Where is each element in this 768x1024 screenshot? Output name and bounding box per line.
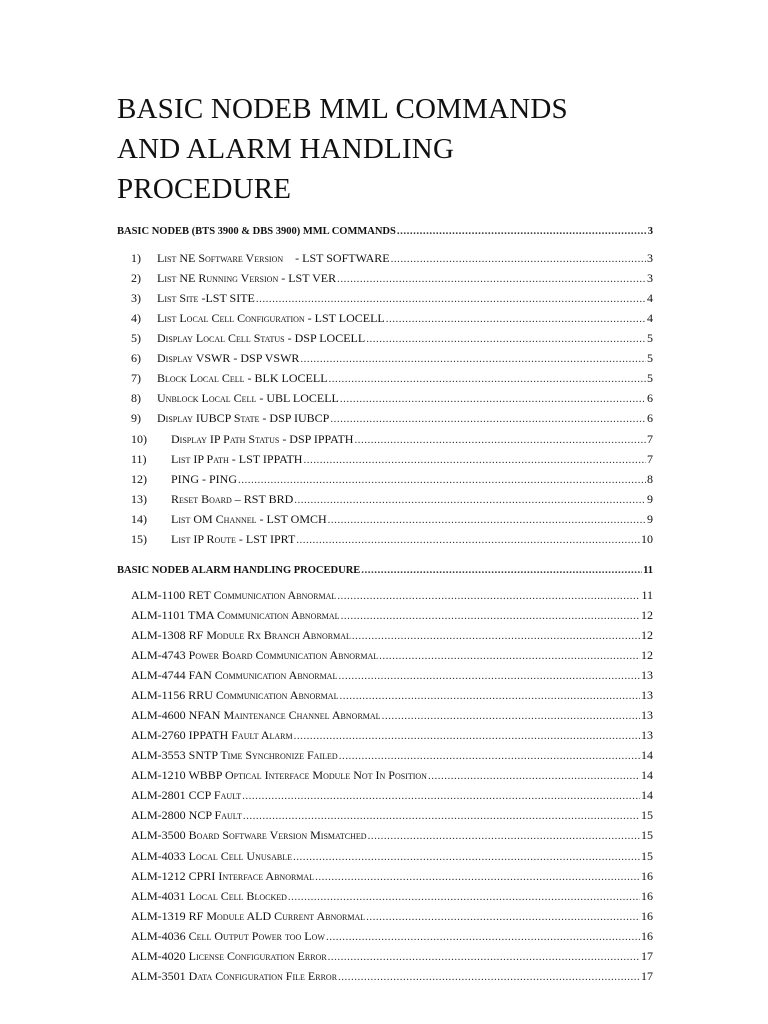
toc-entry-number: 5) [131, 331, 141, 345]
toc-leader [352, 627, 640, 639]
toc-page-number: 4 [647, 291, 653, 305]
toc-entry[interactable] [131, 787, 653, 807]
toc-page-number: 17 [641, 949, 653, 963]
toc-entry-number: 4) [131, 311, 141, 325]
toc-entry-title: ALM-2801 CCP Fault [131, 788, 242, 802]
toc-page-number: 9 [647, 492, 653, 506]
toc-leader [330, 410, 646, 422]
toc-entry-title: ALM-1319 RF Module ALD Current Abnormal [131, 909, 366, 923]
toc-leader [294, 727, 640, 739]
toc-entry[interactable] [131, 431, 653, 451]
toc-entry-title: ALM-3501 Data Configuration File Error [131, 969, 338, 983]
toc-page-number: 14 [641, 748, 653, 762]
toc-entry[interactable] [131, 250, 653, 270]
toc-section-mml-commands[interactable] [117, 222, 653, 242]
toc-entry[interactable] [131, 848, 653, 868]
toc-leader [256, 290, 646, 302]
toc-entry-title: List IP Route - LST IPRT [171, 532, 296, 546]
toc-entry-title: Display IUBCP State - DSP IUBCP [157, 411, 330, 425]
toc-leader [337, 270, 646, 282]
title-line-1: BASIC NODEB MML COMMANDS [117, 93, 568, 125]
toc-entry-title: ALM-1156 RRU Communication Abnormal [131, 688, 339, 702]
toc-page-number: 15 [641, 828, 653, 842]
toc-section-heading: BASIC NODEB (BTS 3900 & DBS 3900) MML COMMANDS [117, 226, 396, 237]
toc-entry[interactable] [131, 968, 653, 988]
toc-entry-number: 14) [131, 512, 147, 526]
toc-entry-title: Display IP Path Status - DSP IPPATH [171, 432, 354, 446]
toc-leader [366, 330, 646, 342]
toc-leader [288, 888, 640, 900]
toc-section-alarm-handling[interactable] [117, 561, 653, 581]
toc-entry[interactable] [131, 627, 653, 647]
toc-entry[interactable] [131, 647, 653, 667]
toc-entry-title: Display Local Cell Status - DSP LOCELL [157, 331, 366, 345]
toc-entry[interactable] [131, 370, 653, 390]
toc-entry-title: PING - PING [171, 472, 237, 486]
toc-entry[interactable] [131, 667, 653, 687]
toc-leader [328, 948, 640, 960]
toc-leader [243, 807, 640, 819]
title-line-3: PROCEDURE [117, 173, 292, 205]
toc-entry[interactable] [131, 908, 653, 928]
toc-page-number: 5 [647, 351, 653, 365]
toc-entry-title: ALM-1100 RET Communication Abnormal [131, 588, 337, 602]
toc-entry-title: Reset Board – RST BRD [171, 492, 294, 506]
toc-entry[interactable] [131, 807, 653, 827]
toc-leader [238, 471, 646, 483]
toc-page-number: 13 [641, 728, 653, 742]
toc-leader [368, 827, 640, 839]
toc-entry-title: List NE Software Version - LST SOFTWARE [157, 251, 390, 265]
toc-leader [338, 968, 640, 980]
toc-page-number: 14 [641, 768, 653, 782]
toc-entry-title: ALM-4743 Power Board Communication Abnormal [131, 648, 379, 662]
toc-entry[interactable] [131, 310, 653, 330]
toc-page-number: 15 [641, 808, 653, 822]
toc-entry-number: 3) [131, 291, 141, 305]
toc-page-number: 11 [641, 588, 653, 602]
toc-leader [293, 848, 640, 860]
toc-entry-title: Block Local Cell - BLK LOCELL [157, 371, 328, 385]
toc-entry[interactable] [131, 471, 653, 491]
toc-entry[interactable] [131, 491, 653, 511]
toc-entry-title: ALM-3553 SNTP Time Synchronize Failed [131, 748, 338, 762]
toc-page-number: 5 [647, 371, 653, 385]
toc-leader [382, 707, 640, 719]
toc-page-number: 14 [641, 788, 653, 802]
toc-leader [366, 908, 640, 920]
toc-entry[interactable] [131, 948, 653, 968]
toc-entry-title: List IP Path - LST IPPATH [171, 452, 303, 466]
toc-leader [338, 667, 640, 679]
toc-entry[interactable] [131, 410, 653, 430]
toc-leader [361, 561, 642, 573]
toc-leader [337, 587, 640, 599]
toc-entry-number: 6) [131, 351, 141, 365]
toc-entry-title: ALM-1308 RF Module Rx Branch Abnormal [131, 628, 351, 642]
toc-entry-number: 9) [131, 411, 141, 425]
toc-leader [397, 222, 647, 234]
toc-leader [294, 491, 646, 503]
toc-page-number: 7 [647, 432, 653, 446]
toc-page-number: 6 [647, 411, 653, 425]
toc-entry-number: 11) [131, 452, 147, 466]
toc-page-number: 13 [641, 688, 653, 702]
toc-page-number: 17 [641, 969, 653, 983]
toc-page-number: 10 [641, 532, 653, 546]
toc-entry-title: ALM-2800 NCP Fault [131, 808, 242, 822]
toc-leader [300, 350, 646, 362]
toc-entry[interactable] [131, 390, 653, 410]
toc-entry-title: ALM-2760 IPPATH Fault Alarm [131, 728, 293, 742]
toc-page-number: 16 [641, 909, 653, 923]
toc-page-number: 3 [647, 226, 653, 237]
title-line-2: AND ALARM HANDLING [117, 133, 455, 165]
toc-leader [329, 370, 646, 382]
toc-entry-title: ALM-1210 WBBP Optical Interface Module Not In Position [131, 768, 427, 782]
toc-entry-title: List Local Cell Configuration - LST LOCELL [157, 311, 385, 325]
toc-entry-number: 1) [131, 251, 141, 265]
toc-leader [391, 250, 646, 262]
toc-entry-title: ALM-1212 CPRI Interface Abnormal [131, 869, 315, 883]
toc-entry[interactable] [131, 707, 653, 727]
toc-entry[interactable] [131, 747, 653, 767]
toc-leader [315, 868, 640, 880]
toc-leader [354, 431, 646, 443]
toc-page-number: 6 [647, 391, 653, 405]
toc-entry[interactable] [131, 451, 653, 471]
toc-entry-number: 7) [131, 371, 141, 385]
toc-entry[interactable] [131, 350, 653, 370]
toc-entry-title: ALM-4036 Cell Output Power too Low [131, 929, 325, 943]
toc-entry[interactable] [131, 587, 653, 607]
toc-entry[interactable] [131, 888, 653, 908]
toc-entry[interactable] [131, 767, 653, 787]
toc-entry-number: 10) [131, 432, 147, 446]
toc-entry[interactable] [131, 290, 653, 310]
toc-entry-number: 2) [131, 271, 141, 285]
toc-page-number: 13 [641, 668, 653, 682]
toc-entry-number: 12) [131, 472, 147, 486]
toc-leader [341, 607, 640, 619]
toc-page-number: 3 [647, 271, 653, 285]
toc-page-number: 12 [641, 608, 653, 622]
toc-page-number: 8 [647, 472, 653, 486]
toc-leader [328, 511, 646, 523]
toc-page-number: 13 [641, 708, 653, 722]
toc-entry[interactable] [131, 531, 653, 551]
toc-entry[interactable] [131, 868, 653, 888]
toc-entry[interactable] [131, 511, 653, 531]
toc-leader [339, 747, 640, 759]
toc-entry[interactable] [131, 330, 653, 350]
toc-page-number: 15 [641, 849, 653, 863]
toc-entry-title: List NE Running Version - LST VER [157, 271, 337, 285]
toc-leader [379, 647, 640, 659]
toc-entry-number: 13) [131, 492, 147, 506]
toc-leader [339, 687, 640, 699]
toc-entry-title: ALM-3500 Board Software Version Mismatched [131, 828, 367, 842]
toc-entry-number: 8) [131, 391, 141, 405]
toc-page-number: 16 [641, 869, 653, 883]
toc-leader [296, 531, 640, 543]
toc-page-number: 12 [641, 628, 653, 642]
toc-section-heading: BASIC NODEB ALARM HANDLING PROCEDURE [117, 565, 361, 576]
toc-entry-title: ALM-4600 NFAN Maintenance Channel Abnormal [131, 708, 381, 722]
toc-entry-number: 15) [131, 532, 147, 546]
toc-entry-title: ALM-1101 TMA Communication Abnormal [131, 608, 340, 622]
toc-entry[interactable] [131, 727, 653, 747]
toc-leader [386, 310, 646, 322]
toc-entry-title: ALM-4744 FAN Communication Abnormal [131, 668, 338, 682]
toc-leader [340, 390, 646, 402]
toc-entry-title: ALM-4031 Local Cell Blocked [131, 889, 287, 903]
toc-entry-title: ALM-4020 License Configuration Error [131, 949, 327, 963]
toc-page-number: 12 [641, 648, 653, 662]
toc-entry[interactable] [131, 270, 653, 290]
toc-entry-title: List Site -LST SITE [157, 291, 255, 305]
toc-page-number: 16 [641, 929, 653, 943]
toc-leader [428, 767, 640, 779]
toc-page-number: 9 [647, 512, 653, 526]
toc-page-number: 4 [647, 311, 653, 325]
toc-entry[interactable] [131, 687, 653, 707]
toc-entry-title: List OM Channel - LST OMCH [171, 512, 327, 526]
toc-page-number: 3 [647, 251, 653, 265]
toc-entry[interactable] [131, 827, 653, 847]
toc-leader [303, 451, 646, 463]
toc-entry-title: Unblock Local Cell - UBL LOCELL [157, 391, 339, 405]
toc-entry[interactable] [131, 607, 653, 627]
toc-entry-title: Display VSWR - DSP VSWR [157, 351, 300, 365]
toc-page-number: 16 [641, 889, 653, 903]
toc-page-number: 11 [643, 565, 653, 576]
document-title [117, 89, 677, 209]
toc-entry-title: ALM-4033 Local Cell Unusable [131, 849, 292, 863]
toc-page-number: 5 [647, 331, 653, 345]
toc-leader [326, 928, 640, 940]
toc-page-number: 7 [647, 452, 653, 466]
toc-entry[interactable] [131, 928, 653, 948]
toc-leader [242, 787, 640, 799]
